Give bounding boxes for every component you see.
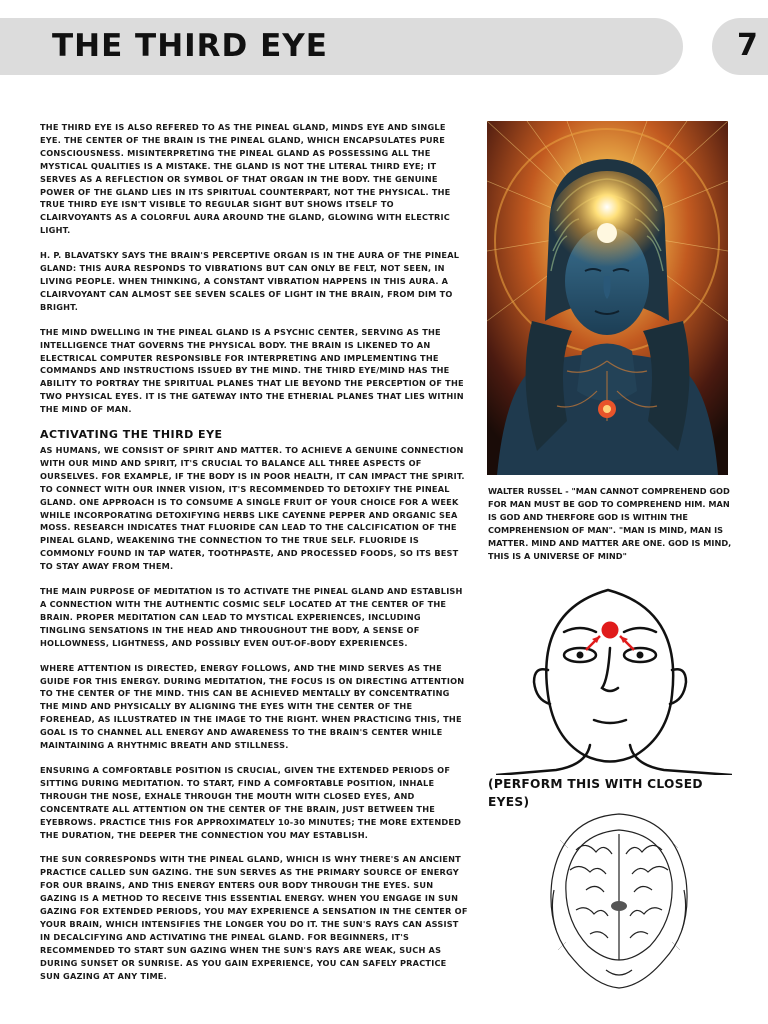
section-heading: ACTIVATING THE THIRD EYE (40, 428, 223, 442)
walter-russel-quote: WALTER RUSSEL - "MAN CANNOT COMPREHEND GOD FOR MAN MUST BE GOD TO COMPREHEND HIM. MAN IS GOD AND THERFORE GOD IS WITHIN THE COMPREHENSION OF MAN". "MAN IS MIND, MAN IS MATTER. MIND AND MATTER ARE ONE. GOD IS MIND, THIS IS A UNIVERSE OF MIND" (488, 486, 732, 561)
paragraph: THE MAIN PURPOSE OF MEDITATION IS TO ACTIVATE THE PINEAL GLAND AND ESTABLISH A CONNECTION WITH THE AUTHENTIC COSMIC SELF LOCATED AT THE CENTER OF THE BRAIN. PROPER MEDITATION CAN LEAD TO MYSTICAL EXPERIENCES, INCLUDING TINGLING SENSATIONS IN THE HEAD AND THROUGHOUT THE BODY, A SENSE OF HOLLOWNESS, LIGHTNESS, AND POSSIBLY EVEN OUT-OF-BODY EXPERIENCES. (40, 586, 463, 648)
deity-illustration (487, 121, 728, 475)
paragraph: ENSURING A COMFORTABLE POSITION IS CRUCIAL, GIVEN THE EXTENDED PERIODS OF SITTING DURING MEDITATION. TO START, FIND A COMFORTABLE POSITION, INHALE THROUGH THE NOSE, EXHALE THROUGH THE MOUTH WITH CLOSED EYES, AND CONCENTRATE ALL ATTENTION ON THE CENTER OF THE BRAIN, JUST BETWEEN THE EYEBROWS. PRACTICE THIS FOR APPROXIMATELY 10-30 MINUTES; THE MORE EXTENDED THE DURATION, THE DEEPER THE CONNECTION YOU MAY ESTABLISH. (40, 764, 462, 840)
article-body (40, 121, 468, 994)
face-caption: (PERFORM THIS WITH CLOSED EYES) (488, 777, 703, 809)
paragraph: AS HUMANS, WE CONSIST OF SPIRIT AND MATTER. TO ACHIEVE A GENUINE CONNECTION WITH OUR MIND AND SPIRIT, IT'S CRUCIAL TO BALANCE ALL THREE ASPECTS OF OURSELVES. FOR EXAMPLE, IF THE BODY IS IN POOR HEALTH, IT CAN IMPACT THE SPIRIT. TO CONNECT WITH OUR INNER VISION, IT'S RECOMMENDED TO DETOXIFY THE PINEAL GLAND. ONE APPROACH IS TO CONSUME A SINGLE FRUIT OF YOUR CHOICE FOR A WEEK WHILE INCORPORATING DETOXIFYING HERBS LIKE CAYENNE PEPPER AND ORGANIC SEA MOSS. RESEARCH INDICATES THAT FLUORIDE CAN LEAD TO THE CALCIFICATION OF THE PINEAL GLAND, WEAKENING THE CONNECTION TO THE TRUE SELF. FLUORIDE IS COMMONLY FOUND IN TAP WATER, TOOTHPASTE, AND PROCESSED FOODS, SO ITS BEST TO STAY AWAY FROM THEM. (40, 445, 465, 572)
brain-illustration (546, 810, 692, 990)
paragraph: THE MIND DWELLING IN THE PINEAL GLAND IS A PSYCHIC CENTER, SERVING AS THE INTELLIGENCE THAT GOVERNS THE PHYSICAL BODY. THE BRAIN IS LIKENED TO AN ELECTRICAL COMPUTER RESPONSIBLE FOR INTERPRETING AND IMPLEMENTING THE COMMANDS AND INSTRUCTIONS ISSUED BY THE MIND. THE THIRD EYE/MIND HAS THE ABILITY TO PORTRAY THE SPIRITUAL PLANES THAT LIE BEYOND THE PERCEPTION OF THE TWO PHYSICAL EYES. IT IS THE GATEWAY INTO THE ETHERIAL PLANES THAT LIES WITHIN THE MIND OF MAN. (40, 326, 464, 415)
paragraph: THE SUN CORRESPONDS WITH THE PINEAL GLAND, WHICH IS WHY THERE'S AN ANCIENT PRACTICE CALLED SUN GAZING. THE SUN SERVES AS THE PRIMARY SOURCE OF ENERGY FOR OUR BRAINS, AND THIS ENERGY ENTERS OUR BODY THROUGH THE EYES. SUN GAZING IS A METHOD TO RECEIVE THIS ESSENTIAL ENERGY. WHEN YOU ENGAGE IN SUN GAZING FOR EXTENDED PERIODS, YOU MAY EXPERIENCE A SENSATION IN THE CENTER OF YOUR BRAIN, WHICH INTENSIFIES THE LONGER YOU DO IT. THE SUN'S RAYS CAN ASSIST IN DECALCIFYING AND ACTIVATING THE PINEAL GLAND. FOR BEGINNERS, IT'S RECOMMENDED TO START SUN GAZING WHEN THE SUN'S RAYS ARE WEAK, SUCH AS DURING SUNSET OR SUNRISE. AS YOU GAIN EXPERIENCE, YOU CAN SAFELY PRACTICE SUN GAZING AT ANY TIME. (40, 854, 468, 981)
face-illustration (496, 570, 732, 775)
page-title: THE THIRD EYE (52, 28, 328, 64)
paragraph: H. P. BLAVATSKY SAYS THE BRAIN'S PERCEPTIVE ORGAN IS IN THE AURA OF THE PINEAL GLAND: THIS AURA RESPONDS TO VIBRATIONS BUT CAN ONLY BE FELT, NOT SEEN, IN LIVING PEOPLE. WHEN THINKING, A CONSTANT VIBRATION HAPPENS IN THIS AURA. A CLAIRVOYANT CAN ALMOST SEE SEVEN SCALES OF LIGHT IN THE BRAIN, FROM DIM TO BRIGHT. (40, 250, 460, 312)
paragraph: THE THIRD EYE IS ALSO REFERED TO AS THE PINEAL GLAND, MINDS EYE AND SINGLE EYE. THE CENTER OF THE BRAIN IS THE PINEAL GLAND, WHICH ENCAPSULATES PURE CONSCIOUSNESS. MISINTERPRETING THE PINEAL GLAND AS POSSESSING ALL THE MYSTICAL QUALITIES IS A MISTAKE. THE GLAND IS NOT THE LITERAL THIRD EYE; IT SERVES AS A REFLECTION OR SYMBOL OF THAT ORGAN IN THE BODY. THE GENUINE POWER OF THE GLAND LIES IN ITS SPIRITUAL COUNTERPART, NOT THE PHYSICAL. THE TRUE THIRD EYE ISN'T VISIBLE TO REGULAR SIGHT BUT SHOWS ITSELF TO CLAIRVOYANTS AS A COLORFUL AURA AROUND THE GLAND, GLOWING WITH ELECTRIC LIGHT. (40, 122, 451, 236)
paragraph: WHERE ATTENTION IS DIRECTED, ENERGY FOLLOWS, AND THE MIND SERVES AS THE GUIDE FOR THIS ENERGY. DURING MEDITATION, THE FOCUS IS ON DIRECTING ATTENTION TO THE CENTER OF THE MIND. THIS CAN BE ACHIEVED MENTALLY BY CONCENTRATING THE MIND AND PHYSICALLY BY ALIGNING THE EYES WITH THE CENTER OF THE FOREHEAD, AS ILLUSTRATED IN THE IMAGE TO THE RIGHT. WHEN PRACTICING THIS, THE GOAL IS TO CHANNEL ALL ENERGY AND AWARENESS TO THE BRAIN'S CENTER WHILE MAINTAINING A RHYTHMIC BREATH AND STILLNESS. (40, 662, 465, 751)
page-number: 7 (737, 28, 758, 63)
